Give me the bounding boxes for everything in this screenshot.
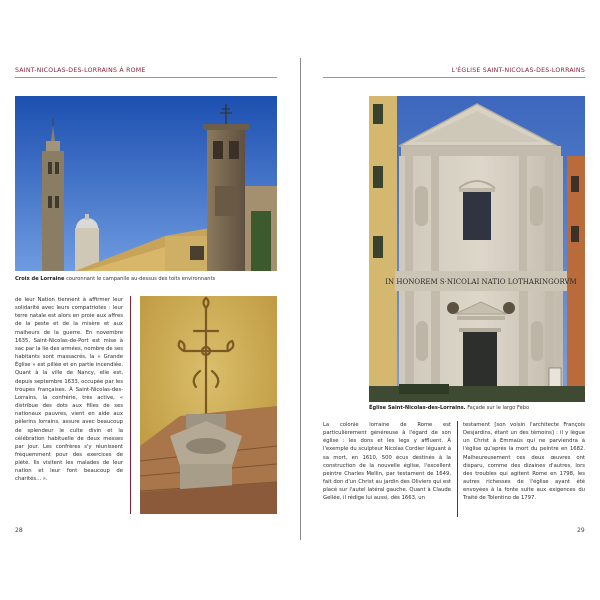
- page-gutter: [300, 58, 301, 540]
- right-column-2-text: testament [son voisin l'architecte François Desjardins, étant un des témoins] : il y lègue un Christ à Emmaüs qui ne parviendra à l'église qu'après la mort du peintre en 1682. Malheureusement ces deux œuvres ont disparu, comme des dizaines d'autres, lors des troubles qui agitent Rome en 1798, les autres richesses de l'église ayant été envoyées à la fonte suite aux exigences du Traité de Tolentino de 1797.: [463, 422, 585, 502]
- church-facade-photo: [369, 96, 585, 402]
- left-body-paragraph: de leur Nation tiennent à affirmer leur solidarité avec leurs compatriotes : leur terre natale est alors en proie aux affres de la peste et de la misère et aux malheurs de la guerre. En novembre 1635, Saint-Nicolas-de-Port est mise à sac par la lie des armées, nombre de ses habitants sont massacrés, la « Grande Église » est pillée et en partie incendiée. Quant à la ville de Nancy, elle est, depuis septembre 1633, occupée par les troupes françaises. À Saint-Nicolas-des-Lorrains, la confrérie, très active, « distribue des dots aux filles de ses nationaux pauvres, vient en aide aux pèlerins lorrains, assure avec beaucoup de splendeur le culte divin et la célébration habituelle de deux messes par jour. Les confrères s'y réunissent fréquemment pour des exercices de piété. Ils visitent les malades de leur nation et leur font beaucoup de charités... ».: [15, 297, 123, 483]
- right-header-rule: [323, 77, 585, 78]
- left-running-head: SAINT-NICOLAS-DES-LORRAINS À ROME: [15, 67, 146, 74]
- facade-caption-text: Façade sur le largo Febo: [467, 405, 530, 411]
- lorraine-cross-photo: [140, 296, 277, 514]
- facade-caption: [369, 405, 585, 412]
- left-page-number: 28: [15, 527, 23, 534]
- left-header-rule: [15, 77, 277, 78]
- caption-title: Croix de Lorraine: [15, 276, 65, 282]
- right-running-head: L'ÉGLISE SAINT-NICOLAS-DES-LORRAINS: [451, 67, 585, 74]
- column-rule: [130, 296, 131, 514]
- caption-text: couronnant le campanile au-dessus des toits environnants: [66, 276, 216, 282]
- right-column-1: [323, 421, 451, 503]
- right-page-number: 29: [577, 527, 585, 534]
- right-column-1-text: La colonie lorraine de Rome est particulièrement généreuse à l'égard de son église : les dons et les legs y affluent. À l'exemple du sculpteur Nicolas Cordier léguant à sa mort, en 1610, 500 écus destinés à la construction de la nouvelle église, l'excellent peintre Charles Mellin, par testament de 1649, fait don d'un Christ au jardin des Oliviers qui est placé sur l'autel latéral gauche. Quant à Claude Gellée, il rédige lui aussi, dès 1663, un: [323, 422, 451, 502]
- right-column-rule: [457, 421, 458, 517]
- left-body-text: [15, 296, 123, 484]
- campanile-photo: [15, 96, 277, 271]
- right-column-2: [463, 421, 585, 503]
- campanile-caption: [15, 276, 277, 283]
- facade-caption-title: Église Saint-Nicolas-des-Lorrains.: [369, 405, 466, 411]
- facade-inscription: IN HONOREM S·NICOLAI NATIO LOTHARINGORVM: [385, 278, 577, 286]
